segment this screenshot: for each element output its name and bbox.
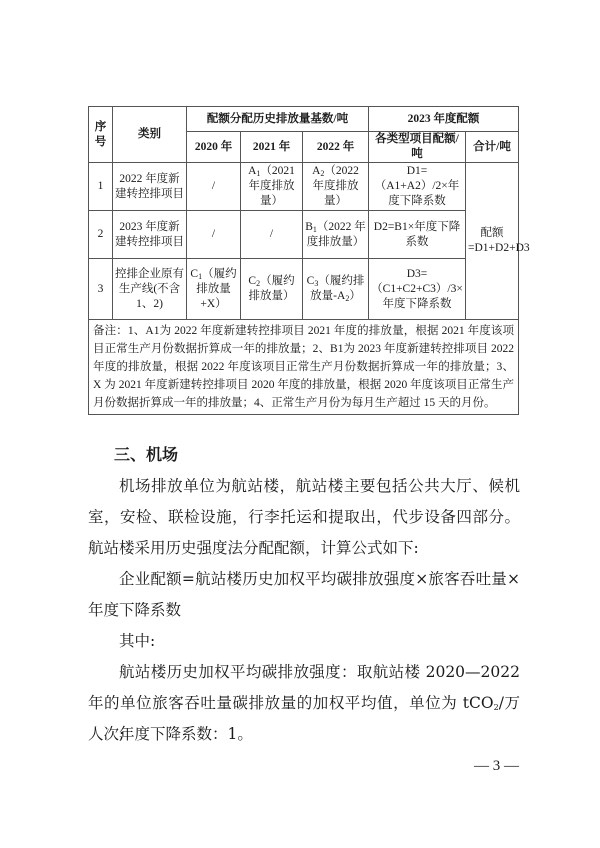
paragraph-where: 其中: bbox=[119, 632, 156, 650]
row-2021: / bbox=[241, 211, 303, 259]
cell-text: （履约排放量） bbox=[248, 275, 295, 302]
symbol: C bbox=[190, 267, 199, 280]
table-row bbox=[89, 211, 519, 259]
symbol-sub: 1 bbox=[198, 271, 203, 281]
cell-text: （2022 年度排放量） bbox=[312, 165, 359, 207]
table-row bbox=[89, 163, 519, 211]
row-category: 2022 年度新建转控排项目 bbox=[113, 163, 187, 211]
paragraph-airport-description: 机场排放单位为航站楼，航站楼主要包括公共大厅、候机室，安检、联检设施，行李托运和提取出，代步设备四部分。航站楼采用历史强度法分配配额，计算公式如下: bbox=[88, 477, 520, 557]
paragraph-decline-factor: 年度下降系数：1。 bbox=[119, 725, 253, 743]
section-title: 三、机场 bbox=[114, 445, 179, 464]
row-quota: D2=B1×年度下降系数 bbox=[369, 211, 466, 259]
quota-allocation-table bbox=[88, 106, 530, 415]
header-2021: 2021 年 bbox=[241, 132, 303, 163]
header-2020: 2020 年 bbox=[187, 132, 241, 163]
total-formula: 配额=D1+D2+D3 bbox=[466, 163, 519, 320]
symbol: C bbox=[306, 275, 315, 287]
cell-text-end: ） bbox=[349, 290, 361, 302]
row-category: 2023 年度新建转控排项目 bbox=[113, 211, 187, 259]
symbol-sub: 2 bbox=[256, 279, 261, 288]
page-number: — 3 — bbox=[474, 758, 519, 774]
symbol: A bbox=[248, 165, 257, 177]
symbol: A bbox=[312, 165, 321, 177]
symbol-sub: 3 bbox=[314, 279, 319, 288]
intensity-unit: /万人次; bbox=[88, 694, 520, 743]
row-2021 bbox=[241, 163, 303, 211]
cell-text: （履约排放量+X） bbox=[196, 267, 237, 310]
header-history-group: 配额分配历史排放量基数/吨 bbox=[187, 107, 369, 132]
symbol-sub: 1 bbox=[312, 224, 317, 234]
row-category: 控排企业原有生产线(不含1、2) bbox=[113, 259, 187, 320]
symbol-sub: 1 bbox=[256, 169, 261, 178]
symbol: C bbox=[248, 275, 257, 287]
row-2022 bbox=[303, 211, 369, 259]
row-2022 bbox=[303, 259, 369, 320]
header-category: 类别 bbox=[113, 107, 187, 163]
cell-text: （2021 年度排放量） bbox=[248, 165, 295, 207]
cell-text: （2022 年度排放量） bbox=[306, 220, 366, 248]
table-row bbox=[89, 259, 519, 320]
text-sub: 2 bbox=[345, 294, 350, 303]
header-type-quota: 各类型项目配额/吨 bbox=[369, 132, 466, 163]
table-note: 备注：1、A1为 2022 年度新建转控排项目 2021 年度的排放量，根据 2021 年度该项目正常生产月份数据折算成一年的排放量；2、B1为 2023 年度新建转控排项目 2022 年度的排放量，根据 2022 年度该项目正常生产月份数据折算成一年的排放量；3、X 为 2021 年度新建转控排项目 2020 年度的排放量，根据 2020 年度该项目正常生产月份数据折算成一年的排放量；4、正常生产月份为每月生产超过 15 天的月份。 bbox=[89, 320, 519, 415]
row-2020 bbox=[187, 259, 241, 320]
intensity-text: 航站楼历史加权平均碳排放强度：取航站楼 2020—2022 年的单位旅客吞吐量碳排放量的加权平均值，单位为 tCO bbox=[88, 663, 520, 712]
row-seq: 3 bbox=[89, 259, 113, 320]
row-seq: 2 bbox=[89, 211, 113, 259]
symbol-sub: 2 bbox=[320, 169, 325, 178]
paragraph-formula: 企业配额=航站楼历史加权平均碳排放强度×旅客吞吐量×年度下降系数 bbox=[88, 570, 520, 619]
row-2020: / bbox=[187, 163, 241, 211]
row-seq: 1 bbox=[89, 163, 113, 211]
cell-text: （履约排放量-A bbox=[310, 275, 365, 302]
row-quota: D3=（C1+C2+C3）/3×年度下降系数 bbox=[369, 259, 466, 320]
header-total: 合计/吨 bbox=[466, 132, 519, 163]
header-seq: 序号 bbox=[89, 107, 113, 163]
co2-subscript: 2 bbox=[493, 703, 499, 712]
header-2022: 2022 年 bbox=[303, 132, 369, 163]
row-2021 bbox=[241, 259, 303, 320]
symbol: B bbox=[305, 220, 313, 233]
row-quota: D1=（A1+A2）/2×年度下降系数 bbox=[369, 163, 466, 211]
row-2020: / bbox=[187, 211, 241, 259]
header-2023-group: 2023 年度配额 bbox=[369, 107, 519, 132]
row-2022 bbox=[303, 163, 369, 211]
